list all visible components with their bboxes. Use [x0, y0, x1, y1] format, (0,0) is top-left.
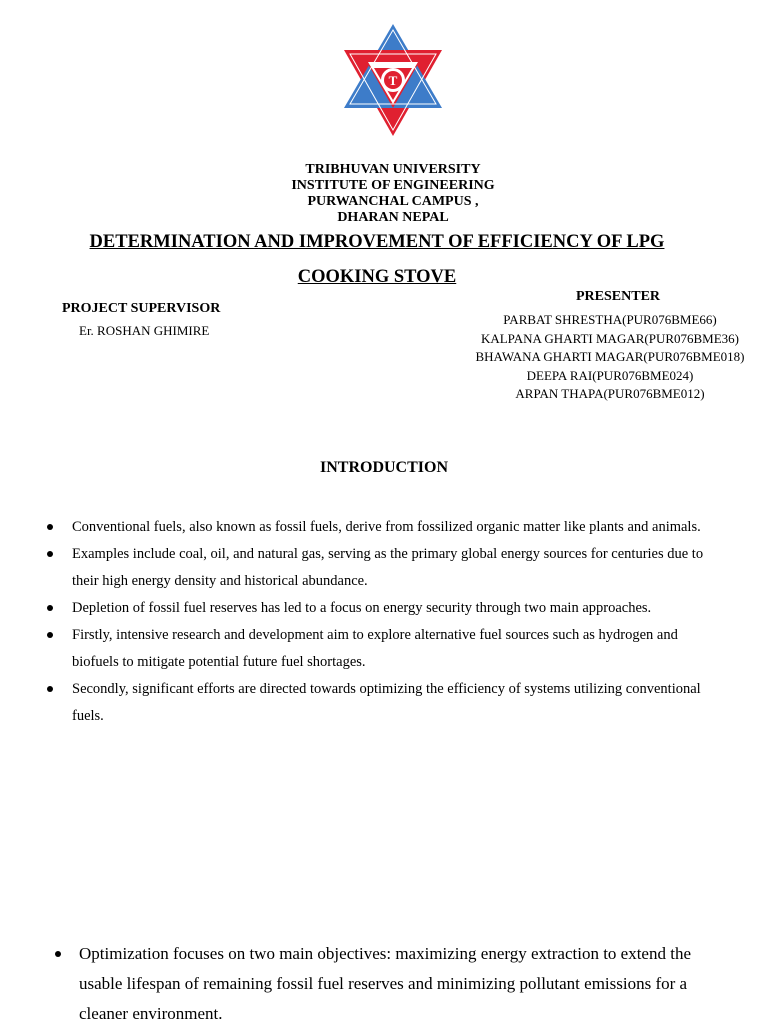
bullet-icon — [47, 686, 53, 692]
list-item: Optimization focuses on two main objectives: maximizing energy extraction to extend the usable lifespan of remaining fossil fuel reserves and minimizing pollutant emissions for a cleaner environment. — [52, 939, 732, 1029]
presenter-heading: PRESENTER — [576, 289, 661, 304]
bullet-icon — [47, 551, 53, 557]
supervisor-heading: PROJECT SUPERVISOR — [62, 301, 221, 316]
university-logo — [342, 22, 444, 138]
list-item: Secondly, significant efforts are directed towards optimizing the efficiency of systems utilizing conventional fuels. — [44, 676, 724, 730]
bullet-icon — [47, 524, 53, 530]
svg-text:T: T — [388, 73, 398, 88]
presenter-name: KALPANA GHARTI MAGAR(PUR076BME36) — [480, 330, 740, 346]
list-item: Conventional fuels, also known as fossil fuels, derive from fossilized organic matter like plants and animals. — [44, 514, 724, 541]
presenter-name: DEEPA RAI(PUR076BME024) — [526, 367, 694, 383]
presenter-list — [468, 311, 752, 404]
bullet-icon — [47, 632, 53, 638]
supervisor-name: Er. ROSHAN GHIMIRE — [79, 323, 210, 338]
bullet-icon — [47, 605, 53, 611]
presenter-name: BHAWANA GHARTI MAGAR(PUR076BME018) — [475, 349, 745, 365]
university-name: TRIBHUVAN UNIVERSITY — [305, 162, 481, 177]
introduction-list — [44, 514, 724, 730]
project-title-line-2: COOKING STOVE — [297, 267, 457, 287]
presenter-name: PARBAT SHRESTHA(PUR076BME66) — [503, 312, 717, 327]
next-page-list — [52, 939, 732, 1029]
presenter-name: ARPAN THAPA(PUR076BME012) — [515, 386, 705, 402]
list-item: Examples include coal, oil, and natural gas, serving as the primary global energy sources for centuries due to their high energy density and historical abundance. — [44, 541, 724, 595]
project-title-line-1: DETERMINATION AND IMPROVEMENT OF EFFICIENCY OF LPG — [89, 232, 665, 252]
campus-name: PURWANCHAL CAMPUS , — [307, 194, 479, 209]
bullet-icon — [55, 951, 61, 957]
institute-name: INSTITUTE OF ENGINEERING — [291, 178, 495, 193]
introduction-heading: INTRODUCTION — [319, 459, 448, 476]
list-item: Firstly, intensive research and development aim to explore alternative fuel sources such as hydrogen and biofuels to mitigate potential future fuel shortages. — [44, 622, 724, 676]
list-item: Depletion of fossil fuel reserves has led to a focus on energy security through two main approaches. — [44, 595, 724, 622]
campus-location: DHARAN NEPAL — [337, 210, 449, 225]
